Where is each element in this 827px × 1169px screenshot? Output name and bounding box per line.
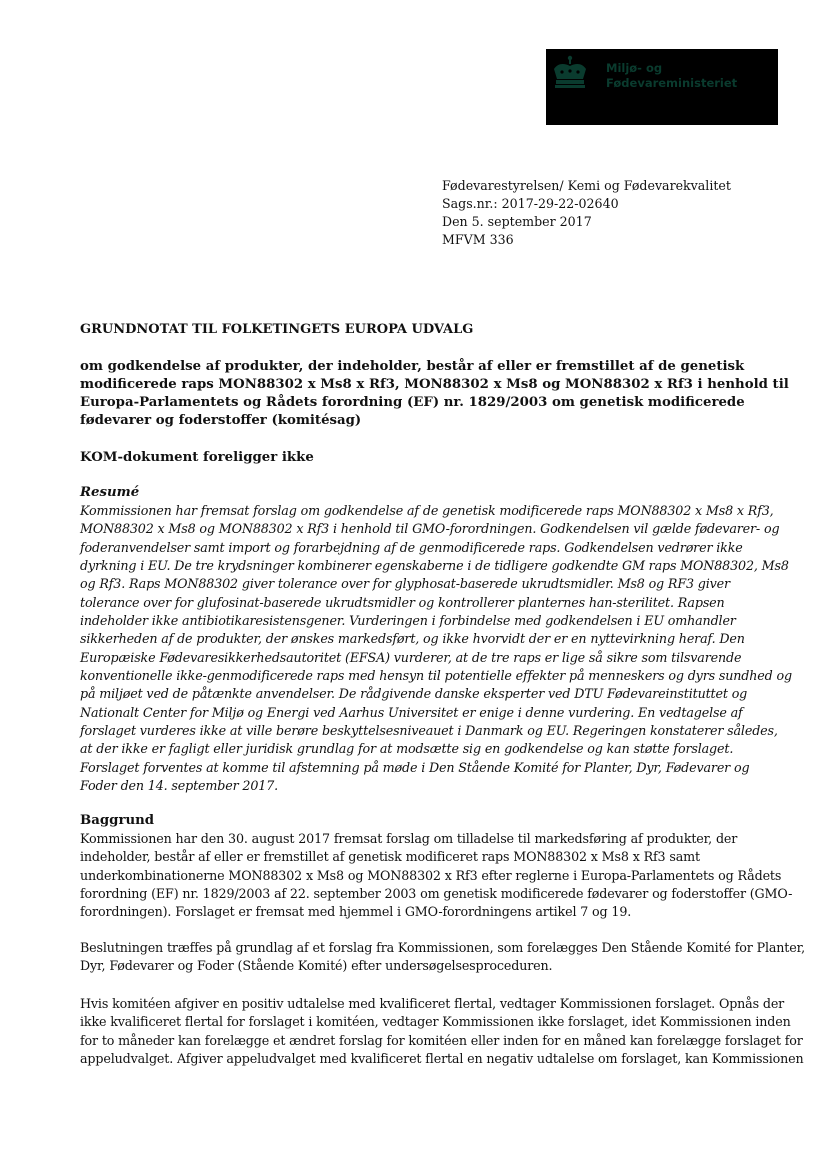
resume-line: forslaget vurderes ikke at ville berøre beskyttelsesniveauet i Danmark og EU. Regeringen konstaterer således, xyxy=(80,723,778,739)
crown-icon xyxy=(550,55,590,91)
resume-line: Forslaget forventes at komme til afstemning på møde i Den Stående Komité for Planter, Dyr, Fødevarer og xyxy=(80,759,750,775)
document-reference: MFVM 336 xyxy=(442,232,514,247)
ministry-name xyxy=(606,61,737,91)
paragraph-line: indeholder, består af eller er fremstillet af genetisk modificeret raps MON88302 x Ms8 x Rf3 samt xyxy=(80,849,700,865)
resume-line: at der ikke er fagligt eller juridisk grundlag for at modsætte sig en godkendelse og kan støtte forslaget. xyxy=(80,741,734,757)
subtitle-line: fødevarer og foderstoffer (komitésag) xyxy=(80,413,362,428)
baggrund-paragraph-3 xyxy=(80,995,804,1068)
resume-line: Nationalt Center for Miljø og Energi ved Aarhus Universitet er enige i denne vurdering. En vedtagelse af xyxy=(80,704,743,720)
paragraph-line: Hvis komitéen afgiver en positiv udtalelse med kvalificeret flertal, vedtager Kommissionen forslaget. Opnås der xyxy=(80,996,785,1011)
paragraph-line: underkombinationerne MON88302 x Ms8 og MON88302 x Rf3 efter reglerne i Europa-Parlamentets og Rådets xyxy=(80,867,782,883)
paragraph-line: Dyr, Fødevarer og Foder (Stående Komité) efter undersøgelsesproceduren. xyxy=(80,958,553,974)
baggrund-heading: Baggrund xyxy=(80,813,155,828)
resume-body xyxy=(80,502,792,796)
sender-department: Fødevarestyrelsen/ Kemi og Fødevarekvalitet xyxy=(442,178,731,193)
paragraph-line: Kommissionen har den 30. august 2017 fremsat forslag om tilladelse til markedsføring af produkter, der xyxy=(80,831,738,846)
resume-line: Europæiske Fødevaresikkerhedsautoritet (EFSA) vurderer, at de tre raps er lige så sikre som tilsvarende xyxy=(80,649,742,665)
paragraph-line: forordning (EF) nr. 1829/2003 af 22. september 2003 om genetisk modificerede fødevarer og foderstoffer (GMO- xyxy=(80,886,793,902)
resume-heading: Resumé xyxy=(80,485,140,500)
resume-line: Foder den 14. september 2017. xyxy=(80,778,278,794)
paragraph-line: ikke kvalificeret flertal for forslaget i komitéen, vedtager Kommissionen ikke forslaget, idet Kommissionen inden xyxy=(80,1014,791,1030)
baggrund-paragraph-1 xyxy=(80,830,792,922)
resume-line: og Rf3. Raps MON88302 giver tolerance over for glyphosat-baserede ukrudtsmidler. Ms8 og RF3 giver xyxy=(80,576,730,592)
kom-document-note: KOM-dokument foreligger ikke xyxy=(80,450,314,465)
sender-block xyxy=(442,177,731,249)
paragraph-line: forordningen). Forslaget er fremsat med hjemmel i GMO-forordningens artikel 7 og 19. xyxy=(80,904,632,920)
subtitle-line: modificerede raps MON88302 x Ms8 x Rf3, MON88302 x Ms8 og MON88302 x Rf3 i henhold til xyxy=(80,377,789,392)
resume-line: Kommissionen har fremsat forslag om godkendelse af de genetisk modificerede raps MON88302 x Ms8 x Rf3, xyxy=(80,503,774,518)
subtitle-line: om godkendelse af produkter, der indeholder, består af eller er fremstillet af de genetisk xyxy=(80,359,745,374)
paragraph-line: appeludvalget. Afgiver appeludvalget med kvalificeret flertal en negativ udtalelse om forslaget, kan Kommissionen xyxy=(80,1051,804,1067)
document-subtitle xyxy=(80,358,789,430)
baggrund-paragraph-2 xyxy=(80,939,805,976)
resume-line: på miljøet ved de påtænkte anvendelser. De rådgivende danske eksperter ved DTU Fødevareinstituttet og xyxy=(80,686,748,702)
resume-line: konventionelle ikke-genmodificerede raps med hensyn til potentielle effekter på menneskers og dyrs sundhed og xyxy=(80,668,792,684)
resume-line: tolerance over for glufosinat-baserede ukrudtsmidler og kontrollerer planternes han-sterilitet. Rapsen xyxy=(80,594,725,610)
case-number: Sags.nr.: 2017-29-22-02640 xyxy=(442,196,619,211)
document-title: GRUNDNOTAT TIL FOLKETINGETS EUROPA UDVALG xyxy=(80,322,474,337)
document-date: Den 5. september 2017 xyxy=(442,214,592,229)
ministry-logo xyxy=(546,49,778,125)
resume-line: MON88302 x Ms8 og MON88302 x Rf3 i henhold til GMO-forordningen. Godkendelsen vil gælde fødevarer- og xyxy=(80,521,780,537)
resume-line: foderanvendelser samt import og forarbejdning af de genmodificerede raps. Godkendelsen vedrører ikke xyxy=(80,539,743,555)
ministry-name-line-1: Miljø- og xyxy=(606,61,663,75)
resume-line: sikkerheden af de produkter, der ønskes markedsført, og ikke hvorvidt der er en nyttevirkning heraf. Den xyxy=(80,631,745,647)
paragraph-line: Beslutningen træffes på grundlag af et forslag fra Kommissionen, som forelægges Den Stående Komité for Planter, xyxy=(80,940,806,955)
paragraph-line: for to måneder kan forelægge et ændret forslag for komitéen eller inden for en måned kan forelægge forslaget for xyxy=(80,1032,803,1048)
subtitle-line: Europa-Parlamentets og Rådets forordning (EF) nr. 1829/2003 om genetisk modificerede xyxy=(80,395,745,410)
resume-line: dyrkning i EU. De tre krydsninger kombinerer egenskaberne i de tidligere godkendte GM raps MON88302, Ms8 xyxy=(80,558,789,574)
ministry-name-line-2: Fødevareministeriet xyxy=(606,76,738,90)
resume-line: indeholder ikke antibiotikaresistensgener. Vurderingen i forbindelse med godkendelsen i EU omhandler xyxy=(80,613,736,629)
